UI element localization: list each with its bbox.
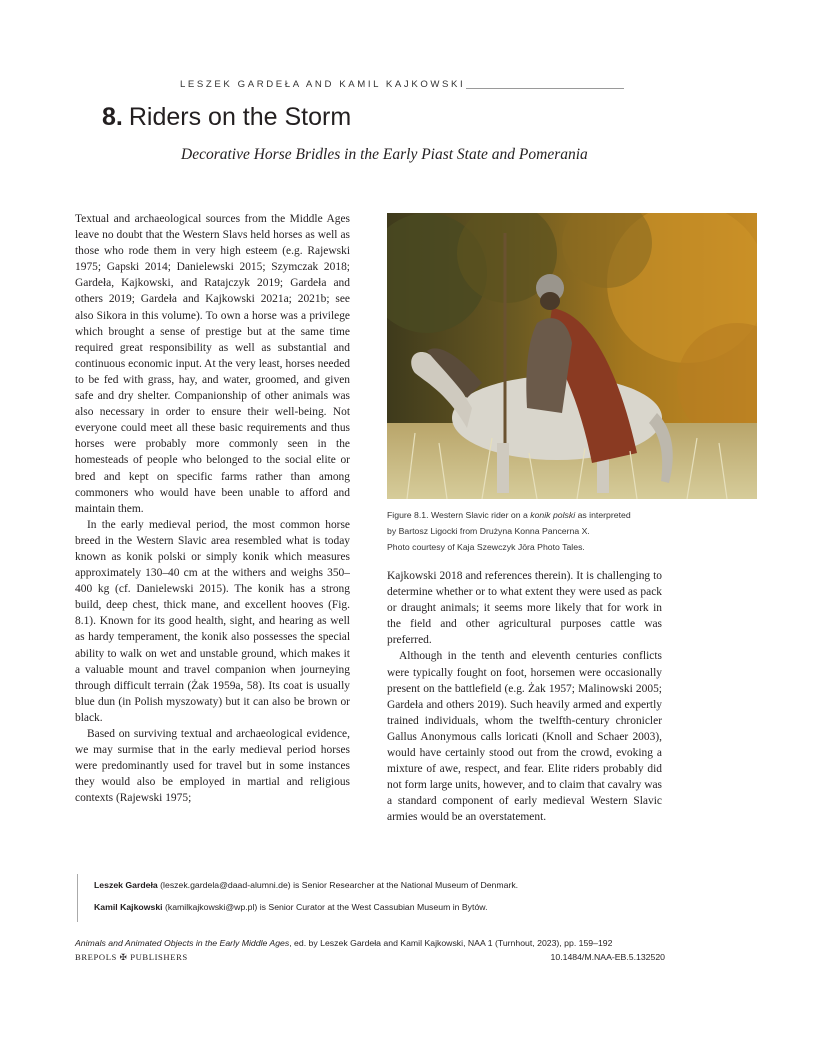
bio-text: (kamilkajkowski@wp.pl) is Senior Curator at the West Cassubian Museum in Bytów.	[162, 902, 488, 912]
right-column	[387, 568, 662, 844]
rider-photo-illustration	[387, 213, 757, 499]
bio-name: Leszek Gardeła	[94, 880, 158, 890]
doi: 10.1484/M.NAA-EB.5.132520	[550, 952, 665, 962]
caption-text-a: Figure 8.1. Western Slavic rider on a	[387, 510, 531, 520]
paragraph-4: Kajkowski 2018 and references therein). It is challenging to determine whether or to what extent they were used as pack or draught animals; it seems more likely that for work in the field and other agricultural purposes cattle was preferred.	[387, 570, 662, 647]
caption-line-2: by Bartosz Ligocki from Drużyna Konna Pancerna X.	[387, 526, 590, 536]
citation-title: Animals and Animated Objects in the Early Middle Ages	[75, 938, 290, 948]
running-authors: LESZEK GARDEŁA AND KAMIL KAJKOWSKI	[180, 79, 466, 90]
chapter-title	[102, 103, 351, 132]
publisher-logo: BREPOLS ✠ PUBLISHERS	[75, 952, 188, 962]
figure-caption	[387, 507, 687, 555]
caption-text-b: as interpreted	[575, 510, 631, 520]
header-rule	[466, 88, 624, 89]
chapter-number: 8.	[102, 103, 123, 131]
left-column	[75, 211, 350, 843]
chapter-subtitle: Decorative Horse Bridles in the Early Piast State and Pomerania	[181, 146, 588, 163]
chapter-title-text: Riders on the Storm	[128, 103, 352, 131]
paragraph-1: Textual and archaeological sources from the Middle Ages leave no doubt that the Western Slavs held horses as well as those who rode them in very high esteem (e.g. Rajewski 1975; Gapski 2014; Danielewski 2015; Szymczak 2018; Gardeła, Kajkowski, and Ratajczyk 2019; Gardeła and others 2019; Gardeła and Kajkowski 2021a; 2021b; see also Sikora in this volume). To own a horse was a privilege which brought a sense of prestige but at the same time required great responsibility as well as substantial and continuous economic input. At the very least, horses needed to be fed with grass, hay, and water, groomed, and given safe and dry shelter. Companionship of other animals was also necessary in order to ensure their well-being. Not everyone could meet all these basic requirements and thus horses were probably more commonly seen in the homesteads of people who belonged to the social elite or bred and kept on specific farms rather than among commoners who would have been unable to afford and maintain them.	[75, 213, 350, 515]
caption-italic-term: konik polski	[530, 510, 576, 520]
citation-details: , ed. by Leszek Gardeła and Kamil Kajkowski, NAA 1 (Turnhout, 2023), pp. 159–192	[289, 938, 613, 948]
caption-line-1	[387, 507, 687, 523]
paragraph-5: Although in the tenth and eleventh centuries conflicts were typically fought on foot, horsemen were occasionally present on the battlefield (e.g. Żak 1957; Malinowski 2005; Gardeła and others 2019). Such heavily armed and expertly trained individuals, whom the twelfth-century chronicler Gallus Anonymous calls loricati (Knoll and Schaer 2003), would have certainly stood out from the crowd, evoking a mixture of awe, respect, and fear. Elite riders probably did not form large units, however, and to claim that cavalry was a standard component of early medieval Western Slavic armies would be an overstatement.	[387, 650, 662, 824]
paragraph-2: In the early medieval period, the most common horse breed in the Western Slavic area resembled what is today known as konik polski or simply konik which measures approximately 130–40 cm at the withers and weighs 350–400 kg (cf. Danielewski 2015). The konik has a strong build, deep chest, thick mane, and excellent hooves (Fig. 8.1). Known for its good health, sight, and hearing as well as hardy temperament, the konik also possesses the special ability to walk on wet and unstable ground, which makes it a valuable mount and travel companion when journeying through difficult terrain (Żak 1959a, 58). Its coat is usually blue dun (in Polish myszowaty) but it can also be brown or black.	[75, 518, 350, 724]
bio-name: Kamil Kajkowski	[94, 902, 163, 912]
bio-kajkowski	[94, 902, 487, 912]
author-bios	[77, 874, 678, 922]
citation	[75, 938, 665, 948]
bio-text: (leszek.gardela@daad-alumni.de) is Senior Researcher at the National Museum of Denmark.	[157, 880, 519, 890]
bio-gardela	[94, 880, 518, 890]
paragraph-3: Based on surviving textual and archaeological evidence, we may surmise that in the early medieval period horses were predominantly used for travel but in some instances they would also be employed in martial and religious contexts (Rajewski 1975;	[75, 728, 350, 805]
figure-horse-rider-photo	[387, 213, 757, 499]
caption-line-3: Photo courtesy of Kaja Szewczyk Jōra Photo Tales.	[387, 542, 585, 552]
